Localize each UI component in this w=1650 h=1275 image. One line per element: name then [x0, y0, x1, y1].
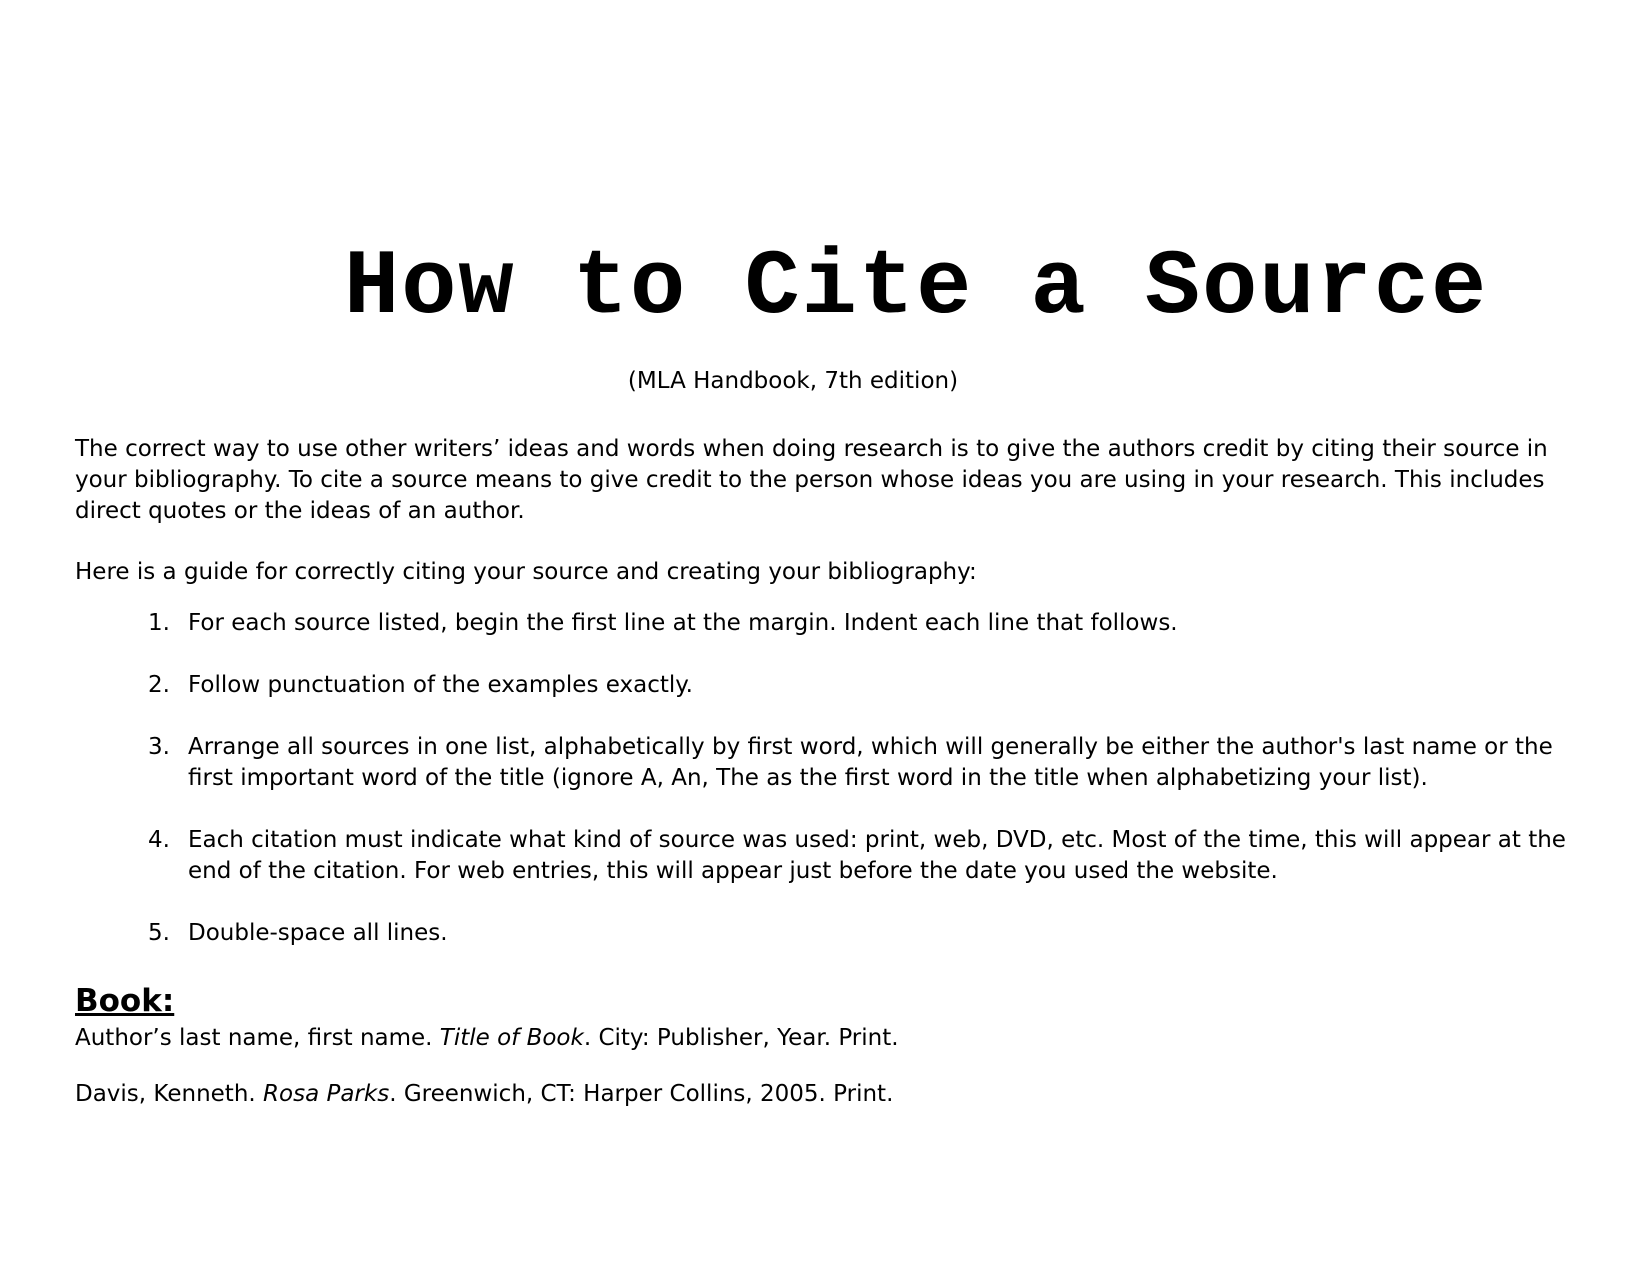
step-number: 3.	[148, 734, 170, 760]
step-number: 4.	[148, 827, 170, 853]
citation-example-lead: Davis, Kenneth.	[75, 1081, 264, 1107]
book-citation-format	[75, 1023, 899, 1054]
citation-steps-list	[0, 608, 1650, 980]
step-text: Double-space all lines.	[188, 920, 448, 946]
guide-lead-paragraph: Here is a guide for correctly citing your source and creating your bibliography:	[75, 559, 977, 585]
citation-example-title: Rosa Parks	[263, 1081, 390, 1107]
citation-format-lead: Author’s last name, first name.	[75, 1025, 440, 1051]
list-item	[0, 918, 1588, 949]
citation-format-tail: . City: Publisher, Year. Print.	[583, 1025, 899, 1051]
step-text: Arrange all sources in one list, alphabetically by first word, which will generally be either the author's last name or the first important word of the title (ignore A, An, The as the first word in the title when alphabetizing your list).	[188, 734, 1553, 791]
page-title: How to Cite a Source	[344, 235, 1489, 340]
step-number: 2.	[148, 672, 170, 698]
step-text: Follow punctuation of the examples exactly.	[188, 672, 693, 698]
citation-example-tail: . Greenwich, CT: Harper Collins, 2005. Print.	[389, 1081, 894, 1107]
step-number: 1.	[148, 610, 170, 636]
book-section-heading: Book:	[75, 983, 175, 1019]
list-item	[0, 825, 1588, 887]
subtitle-text: (MLA Handbook, 7th edition)	[627, 368, 959, 394]
step-number: 5.	[148, 920, 170, 946]
book-citation-example	[75, 1079, 893, 1110]
step-text: Each citation must indicate what kind of source was used: print, web, DVD, etc. Most of the time, this will appear at the end of the citation. For web entries, this will appear just before the date you used the website.	[188, 827, 1566, 884]
page-subtitle	[0, 366, 1650, 396]
intro-paragraph: The correct way to use other writers’ ideas and words when doing research is to give the authors credit by citing their source in your bibliography. To cite a source means to give credit to the person whose ideas you are using in your research. This includes direct quotes or the ideas of an author.	[75, 436, 1548, 524]
citation-format-title: Title of Book	[439, 1025, 584, 1051]
list-item	[0, 670, 1588, 701]
step-text: For each source listed, begin the first line at the margin. Indent each line that follows.	[188, 610, 1178, 636]
list-item	[0, 732, 1588, 794]
list-item	[0, 608, 1588, 639]
